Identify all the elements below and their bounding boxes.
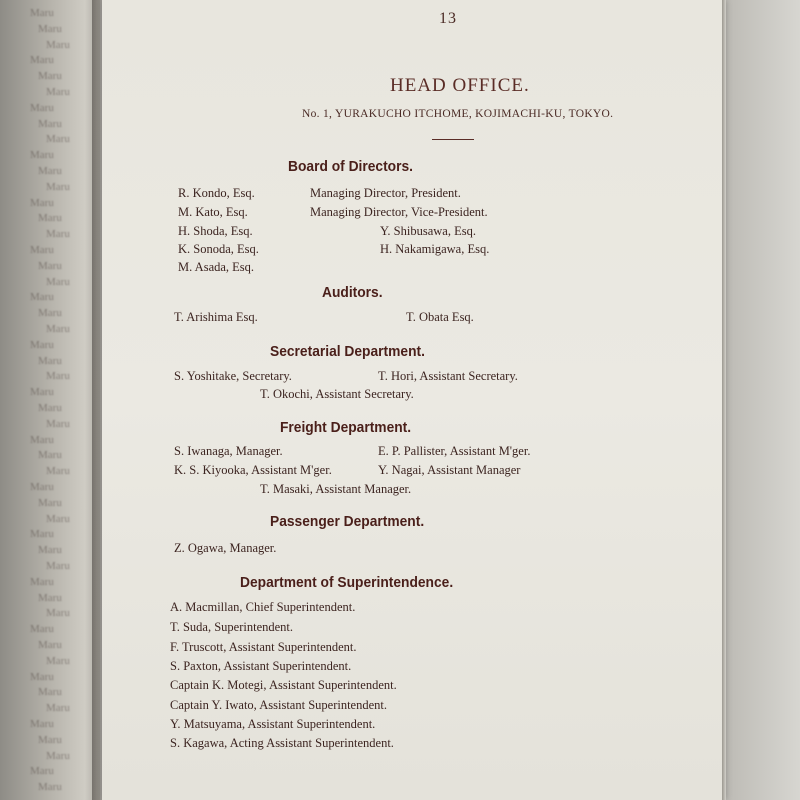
left-page-line: Maru: [46, 323, 70, 335]
left-page-line: Maru: [30, 481, 54, 493]
superintendence-line: A. Macmillan, Chief Superintendent.: [170, 600, 356, 614]
freight-line: S. Iwanaga, Manager.: [174, 444, 283, 458]
left-page-line: Maru: [30, 54, 54, 67]
freight-line: E. P. Pallister, Assistant M'ger.: [378, 444, 531, 458]
freight-heading: Freight Department.: [280, 419, 412, 436]
left-page-line: Maru: [30, 7, 54, 19]
left-page: [0, 0, 100, 800]
passenger-line: Z. Ogawa, Manager.: [174, 541, 277, 555]
page-edge: [722, 0, 726, 800]
board-line: M. Asada, Esq.: [178, 260, 255, 274]
left-page-line: Maru: [46, 512, 70, 525]
left-page-line: Maru: [46, 133, 70, 146]
left-page-line: Maru: [46, 228, 70, 241]
superintendence-line: S. Paxton, Assistant Superintendent.: [170, 659, 352, 673]
left-page-line: Maru: [30, 149, 54, 162]
secretarial-line: S. Yoshitake, Secretary.: [174, 369, 292, 383]
left-page-line: Maru: [30, 670, 54, 683]
left-page-line: Maru: [38, 212, 62, 225]
freight-line: Y. Nagai, Assistant Manager: [378, 463, 521, 477]
left-page-line: Maru: [38, 354, 62, 367]
left-page-line: Maru: [30, 386, 54, 399]
left-page-line: Maru: [30, 244, 54, 256]
auditor-line: T. Arishima Esq.: [174, 310, 258, 324]
left-page-line: Maru: [38, 733, 62, 746]
page-number: 13: [439, 10, 457, 27]
superintendence-line: Captain Y. Iwato, Assistant Superintendent.: [170, 698, 387, 712]
freight-line: K. S. Kiyooka, Assistant M'ger.: [174, 463, 332, 477]
left-page-line: Maru: [38, 639, 62, 651]
left-page-line: Maru: [38, 686, 62, 699]
left-page-line: Maru: [46, 560, 70, 572]
board-line: M. Kato, Esq.: [178, 205, 248, 219]
left-page-line: Maru: [38, 781, 62, 794]
left-page-line: Maru: [46, 749, 70, 762]
left-page-line: Maru: [46, 417, 70, 430]
superintendence-line: Captain K. Motegi, Assistant Superintendent.: [170, 678, 397, 692]
superintendence-line: S. Kagawa, Acting Assistant Superintendent.: [170, 736, 394, 750]
left-page-line: Maru: [30, 433, 54, 446]
board-line: Managing Director, President.: [310, 186, 461, 200]
left-page-line: Maru: [38, 70, 62, 83]
left-page-line: Maru: [30, 575, 54, 588]
left-page-line: Maru: [46, 607, 70, 620]
divider-rule: [432, 139, 474, 140]
superintendence-line: F. Truscott, Assistant Superintendent.: [170, 640, 357, 654]
left-page-line: Maru: [38, 496, 62, 509]
board-line: H. Shoda, Esq.: [178, 224, 253, 238]
left-page-line: Maru: [38, 259, 62, 272]
board-line: R. Kondo, Esq.: [178, 186, 255, 200]
left-page-line: Maru: [30, 718, 54, 730]
left-page-line: Maru: [38, 544, 62, 557]
left-page-line: Maru: [38, 165, 62, 177]
passenger-heading: Passenger Department.: [270, 513, 425, 530]
board-heading: Board of Directors.: [288, 158, 413, 175]
superintendence-line: Y. Matsuyama, Assistant Superintendent.: [170, 717, 376, 731]
book-page: [102, 0, 724, 800]
secretarial-line: T. Okochi, Assistant Secretary.: [260, 387, 414, 401]
left-page-line: Maru: [30, 623, 54, 636]
background-surface: [726, 0, 800, 800]
left-page-line: Maru: [30, 196, 54, 209]
left-page-line: Maru: [38, 449, 62, 462]
superintendence-line: T. Suda, Superintendent.: [170, 620, 294, 634]
secretarial-line: T. Hori, Assistant Secretary.: [378, 369, 518, 383]
left-page-line: Maru: [46, 370, 70, 383]
left-page-line: Maru: [46, 86, 70, 98]
left-page-line: Maru: [46, 275, 70, 288]
left-page-line: Maru: [30, 765, 54, 778]
left-page-line: Maru: [30, 291, 54, 304]
left-page-line: Maru: [38, 307, 62, 320]
left-page-line: Maru: [38, 591, 62, 604]
left-page-line: Maru: [46, 38, 70, 51]
left-page-line: Maru: [46, 465, 70, 478]
office-address: No. 1, YURAKUCHO ITCHOME, KOJIMACHI-KU, TOKYO.: [302, 108, 614, 120]
auditors-heading: Auditors.: [322, 284, 383, 301]
left-page-line: Maru: [38, 117, 62, 130]
freight-line: T. Masaki, Assistant Manager.: [260, 482, 412, 496]
board-line: Y. Shibusawa, Esq.: [380, 224, 476, 238]
board-line: Managing Director, Vice-President.: [310, 205, 488, 219]
left-page-line: Maru: [38, 402, 62, 414]
board-line: H. Nakamigawa, Esq.: [380, 242, 490, 256]
board-line: K. Sonoda, Esq.: [178, 242, 259, 256]
left-page-line: Maru: [46, 702, 70, 715]
office-title: HEAD OFFICE.: [390, 75, 530, 96]
left-page-line: Maru: [46, 654, 70, 667]
auditor-line: T. Obata Esq.: [406, 310, 474, 324]
secretarial-heading: Secretarial Department.: [270, 343, 425, 360]
left-page-line: Maru: [46, 180, 70, 193]
left-page-line: Maru: [38, 22, 62, 35]
left-page-line: Maru: [30, 101, 54, 114]
superintendence-heading: Department of Superintendence.: [240, 574, 454, 591]
left-page-line: Maru: [30, 338, 54, 351]
left-page-line: Maru: [30, 528, 54, 541]
